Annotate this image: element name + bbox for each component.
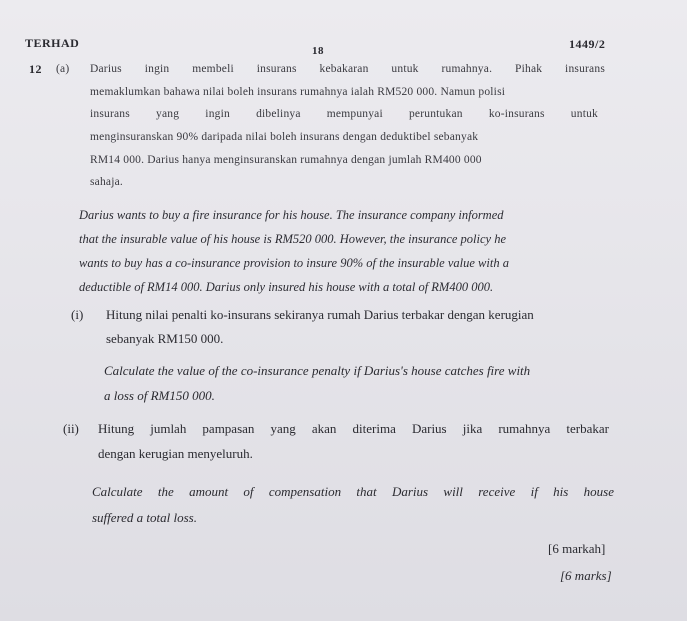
- part-english-line: Calculate the amount of compensation that Darius will receive if his house: [92, 484, 614, 499]
- malay-line: memaklumkan bahawa nilai boleh insurans rumahnya ialah RM520 000. Namun polisi: [90, 86, 506, 98]
- part-english-line: a loss of RM150 000.: [104, 388, 215, 403]
- page-number: 18: [312, 45, 324, 57]
- english-line: Darius wants to buy a fire insurance for his house. The insurance company informed: [79, 208, 504, 222]
- question-number: 12: [29, 62, 42, 76]
- malay-line: menginsuranskan 90% daripada nilai boleh insurans dengan deduktibel sebanyak: [90, 131, 479, 143]
- marks-malay: [6 markah]: [548, 541, 606, 556]
- part-label: (ii): [63, 421, 79, 436]
- part-malay-line: Hitung jumlah pampasan yang akan diterima Darius jika rumahnya terbakar: [98, 421, 609, 436]
- english-line: that the insurable value of his house is RM520 000. However, the insurance policy he: [79, 232, 507, 246]
- paper-code: 1449/2: [569, 37, 606, 51]
- part-label: (i): [71, 307, 84, 322]
- part-english-line: Calculate the value of the co-insurance penalty if Darius's house catches fire with: [104, 363, 531, 378]
- marks-english: [6 marks]: [560, 568, 612, 583]
- header-classification: TERHAD: [25, 36, 80, 50]
- part-malay-line: dengan kerugian menyeluruh.: [98, 446, 253, 461]
- english-line: deductible of RM14 000. Darius only insured his house with a total of RM400 000.: [79, 280, 494, 294]
- english-line: wants to buy has a co-insurance provision to insure 90% of the insurable value with a: [79, 256, 509, 270]
- malay-line: sahaja.: [90, 176, 124, 188]
- sub-question-label: (a): [56, 63, 70, 75]
- malay-line: RM14 000. Darius hanya menginsuranskan rumahnya dengan jumlah RM400 000: [90, 154, 482, 166]
- part-english-line: suffered a total loss.: [92, 510, 197, 525]
- part-malay-line: sebanyak RM150 000.: [106, 331, 224, 346]
- malay-line: Darius ingin membeli insurans kebakaran untuk rumahnya. Pihak insurans: [90, 63, 605, 75]
- malay-line: insurans yang ingin dibelinya mempunyai peruntukan ko-insurans untuk: [90, 108, 598, 120]
- part-malay-line: Hitung nilai penalti ko-insurans sekiranya rumah Darius terbakar dengan kerugian: [106, 307, 534, 322]
